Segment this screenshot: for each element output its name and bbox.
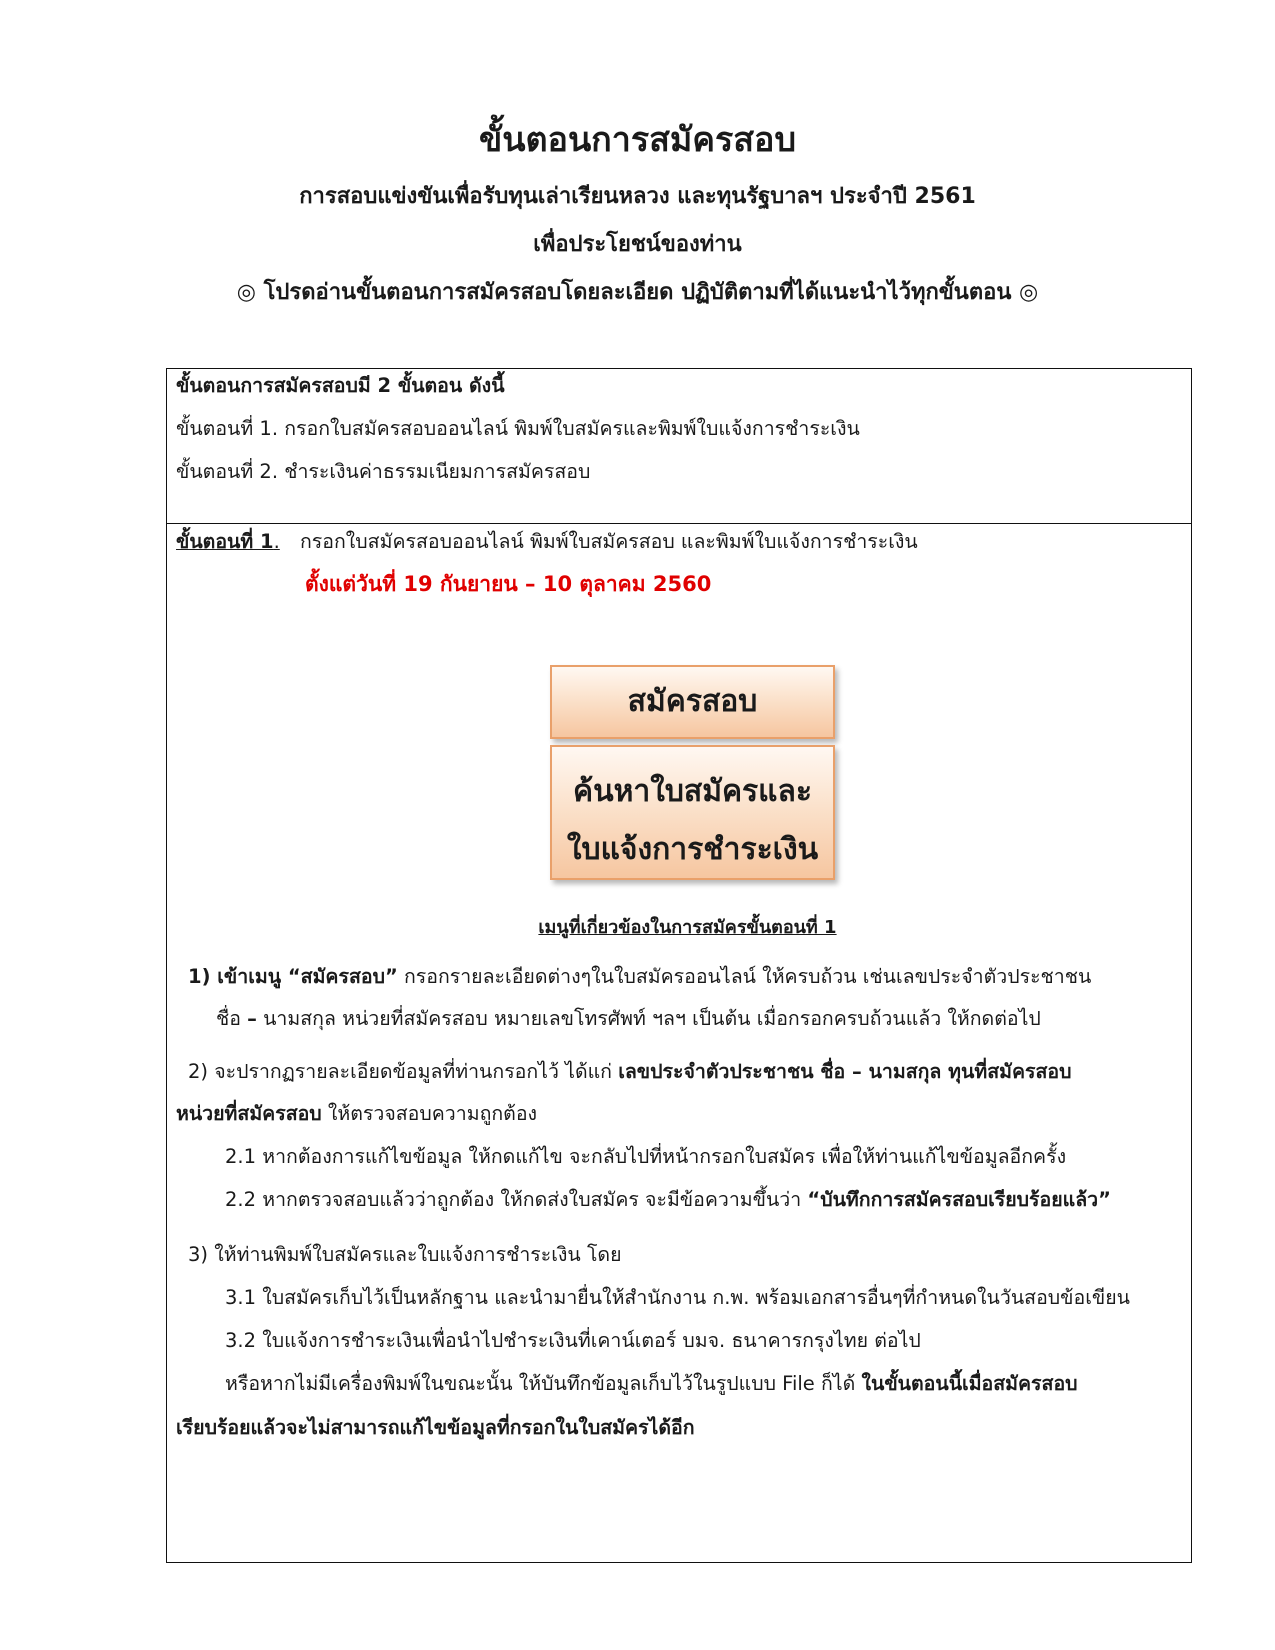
item1-prefix: 1) เข้าเมนู (188, 965, 288, 988)
item2-sub2-text: 2.2 หากตรวจสอบแล้วว่าถูกต้อง ให้กดส่งใบสมัคร จะมีข้อความขึ้นว่า (225, 1188, 808, 1211)
item2-unit: หน่วยที่สมัครสอบ (176, 1102, 322, 1125)
item2-line2 (176, 1102, 537, 1125)
item2-fields: เลขประจำตัวประชาชน ชื่อ – นามสกุล ทุนที่สมัครสอบ (618, 1060, 1072, 1083)
item2-check-text: ให้ตรวจสอบความถูกต้อง (321, 1102, 538, 1125)
item3-sub2: 3.2 ใบแจ้งการชำระเงินเพื่อนำไปชำระเงินที่เคาน์เตอร์ บมจ. ธนาคารกรุงไทย ต่อไป (225, 1329, 921, 1352)
step1-description: กรอกใบสมัครสอบออนไลน์ พิมพ์ใบสมัครสอบ และพิมพ์ใบแจ้งการชำระเงิน (299, 530, 918, 553)
search-button-label-line2: ใบแจ้งการชำระเงิน (566, 832, 819, 867)
step1-title-line (176, 530, 918, 553)
step1-date-range: ตั้งแต่วันที่ 19 กันยายน – 10 ตุลาคม 2560 (305, 572, 712, 596)
item3-note-line2: เรียบร้อยแล้วจะไม่สามารถแก้ไขข้อมูลที่กรอกในใบสมัครได้อีก (176, 1416, 695, 1439)
item1-line2-dash: – (247, 1007, 257, 1030)
item3-note-line1 (225, 1372, 1078, 1395)
page-subtitle: การสอบแข่งขันเพื่อรับทุนเล่าเรียนหลวง และทุนรัฐบาลฯ ประจำปี 2561 (299, 184, 976, 209)
page-title: ขั้นตอนการสมัครสอบ (478, 120, 797, 160)
overview-step-2: ขั้นตอนที่ 2. ชำระเงินค่าธรรมเนียมการสมัครสอบ (176, 460, 591, 483)
item1-line2-b: นามสกุล หน่วยที่สมัครสอบ หมายเลขโทรศัพท์ ฯลฯ เป็นต้น เมื่อกรอกครบถ้วนแล้ว ให้กดต่อไป (256, 1007, 1041, 1030)
item2-prefix: 2) จะปรากฏรายละเอียดข้อมูลที่ท่านกรอกไว้ ได้แก่ (188, 1060, 619, 1083)
search-button-label-line1: ค้นหาใบสมัครและ (573, 774, 812, 809)
item1-text: กรอกรายละเอียดต่างๆในใบสมัครออนไลน์ ให้ครบถ้วน เช่นเลขประจำตัวประชาชน (397, 965, 1092, 988)
item1-line2-a: ชื่อ (216, 1007, 248, 1030)
item2-line1 (188, 1060, 1071, 1083)
item3-line1: 3) ให้ท่านพิมพ์ใบสมัครและใบแจ้งการชำระเงิน โดย (188, 1243, 622, 1266)
item3-sub1: 3.1 ใบสมัครเก็บไว้เป็นหลักฐาน และนำมายื่นให้สำนักงาน ก.พ. พร้อมเอกสารอื่นๆที่กำหนดในวันสอบข้อเขียน (225, 1286, 1130, 1309)
overview-step-1: ขั้นตอนที่ 1. กรอกใบสมัครสอบออนไลน์ พิมพ์ใบสมัครและพิมพ์ใบแจ้งการชำระเงิน (176, 417, 860, 440)
item1-line1 (188, 965, 1091, 988)
item2-sub2-message: “บันทึกการสมัครสอบเรียบร้อยแล้ว” (807, 1188, 1111, 1211)
step1-label: ขั้นตอนที่ 1 (176, 530, 274, 553)
item2-sub2 (225, 1188, 1111, 1211)
step1-label-dot: . (273, 530, 280, 553)
search-application-button[interactable] (550, 745, 835, 880)
apply-button[interactable] (550, 665, 835, 739)
reading-notice: ◎ โปรดอ่านขั้นตอนการสมัครสอบโดยละเอียด ปฏิบัติตามที่ได้แนะนำไว้ทุกขั้นตอน ◎ (236, 280, 1039, 305)
item3-note-bold: ในขั้นตอนนี้เมื่อสมัครสอบ (861, 1372, 1078, 1395)
apply-button-label: สมัครสอบ (627, 684, 758, 719)
overview-heading: ขั้นตอนการสมัครสอบมี 2 ขั้นตอน ดังนี้ (176, 374, 505, 397)
item1-menu-name: “สมัครสอบ” (287, 965, 398, 988)
page-subtitle-2: เพื่อประโยชน์ของท่าน (533, 232, 742, 257)
item1-line2 (216, 1007, 1041, 1030)
related-menu-caption: เมนูที่เกี่ยวข้องในการสมัครขั้นตอนที่ 1 (538, 917, 837, 938)
item3-note-text: หรือหากไม่มีเครื่องพิมพ์ในขณะนั้น ให้บันทึกข้อมูลเก็บไว้ในรูปแบบ File ก็ได้ (225, 1372, 862, 1395)
item2-sub1: 2.1 หากต้องการแก้ไขข้อมูล ให้กดแก้ไข จะกลับไปที่หน้ากรอกใบสมัคร เพื่อให้ท่านแก้ไขข้อมูลอีกครั้ง (225, 1145, 1067, 1168)
